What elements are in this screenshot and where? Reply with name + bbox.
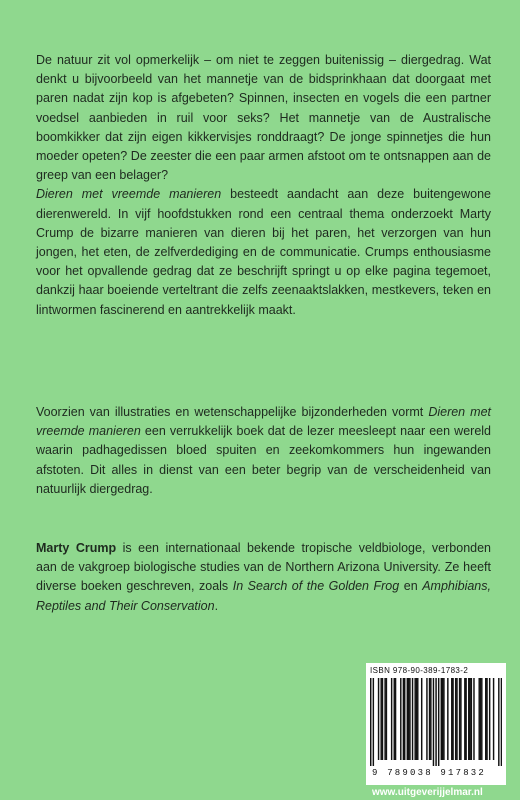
barcode-bar <box>403 678 404 760</box>
barcode-bar <box>469 678 470 760</box>
barcode-bar <box>426 678 427 760</box>
barcode-bar <box>451 678 452 760</box>
barcode-bar <box>481 678 482 760</box>
barcode-bar <box>460 678 461 760</box>
barcode-bar <box>459 678 460 760</box>
blurb-intro <box>36 51 491 185</box>
barcode-bar <box>391 678 392 760</box>
barcode-bar <box>478 678 479 760</box>
barcode-bar <box>421 678 422 760</box>
barcode-digits: 9 789038 917832 <box>372 768 487 778</box>
barcode-bar <box>429 678 430 760</box>
barcode-bar <box>485 678 486 760</box>
barcode-bar <box>409 678 410 760</box>
barcode-bar <box>417 678 418 760</box>
blurb-intro-text: De natuur zit vol opmerkelijk – om niet te zeggen buitenissig – diergedrag. Wat denkt u bijvoorbeeld van het mannetje van de bidsprinkhaan dat doorgaat met paren nadat zijn kop is afgebeten? Spinnen, insecten en vogels die een partner voedsel aanbieden in ruil voor seks? Het mannetje van de Australische boomkikker dat zijn eigen kikkervisjes ronddraagt? De jonge spinnetjes die hun moeder opeten? De zeester die een paar armen afstoot om te ontsnappen aan de greep van een belager? <box>36 53 491 183</box>
barcode-bar <box>407 678 408 760</box>
barcode-bar <box>480 678 481 760</box>
barcode-bar <box>380 678 381 760</box>
barcode-bar <box>378 678 379 760</box>
barcode-bar <box>501 678 502 766</box>
barcode-bar <box>464 678 465 760</box>
barcode-bar <box>443 678 444 760</box>
blurb-summary-text: besteedt aandacht aan deze buitengewone dierenwereld. In vijf hoofdstukken rond een centraal thema onderzoekt Marty Crump de bizarre manieren van dieren bij het paren, het verzorgen van hun jongen, het eten, de zelfverdediging en de communicatie. Crumps enthousiasme voor het opvallende gedrag dat ze beschrijft springt u op elke pagina tegemoet, dankzij haar boeiende verteltrant die zelfs zeenaaktslakken, mestkevers, teken en lintwormen fascinerend en aantrekkelijk maakt. <box>36 187 492 317</box>
blurb-p2-rest: een verrukkelijk boek dat de lezer meesleept naar een wereld waarin padhagedissen bloed spuiten en zeekomkommers hun ingewanden afstoten. Dit alles in dienst van een beter begrip van de verscheidenheid van natuurlijk diergedrag. <box>36 424 491 496</box>
author-bio-text: is een internationaal bekende tropische veldbiologe, verbonden aan de vakgroep biologische studies van de Northern Arizona University. Ze heeft diverse boeken geschreven, zoals <box>36 541 491 594</box>
blurb-p2-start: Voorzien van illustraties en wetenschappelijke bijzonderheden vormt <box>36 405 429 419</box>
barcode-bar <box>394 678 395 760</box>
barcode-bar <box>486 678 487 760</box>
blurb-paragraph-1 <box>36 51 491 320</box>
barcode-bar <box>465 678 466 760</box>
barcode-bar <box>382 678 383 760</box>
barcode-bar <box>412 678 413 760</box>
author-book-1: In Search of the Golden Frog <box>232 579 400 594</box>
barcode-bar <box>433 678 434 766</box>
barcode-bar <box>400 678 401 760</box>
barcode-bar <box>408 678 409 760</box>
publisher-website: www.uitgeverijjelmar.nl <box>372 787 483 798</box>
author-name: Marty Crump <box>36 541 117 555</box>
barcode-bar <box>370 678 371 766</box>
blurb-summary <box>36 185 491 319</box>
barcode-bar <box>452 678 453 760</box>
barcode-bar <box>404 678 405 760</box>
barcode-bar <box>468 678 469 760</box>
barcode-bar <box>455 678 456 760</box>
barcode-bar <box>489 678 490 760</box>
barcode-bar <box>473 678 474 760</box>
barcode-bar <box>384 678 385 760</box>
author-book-2: Amphibians, Reptiles and Their Conservation <box>36 579 491 613</box>
barcode-bar <box>373 678 374 766</box>
barcode-bar <box>414 678 415 760</box>
barcode-bar <box>386 678 387 760</box>
author-bio-end: . <box>214 598 219 613</box>
author-bio <box>36 539 491 616</box>
barcode-image <box>370 678 502 766</box>
barcode-bar <box>441 678 442 760</box>
book-title-italic-2: Dieren met vreemde manieren <box>36 405 491 439</box>
barcode-bar <box>471 678 472 760</box>
blurb-paragraph-2 <box>36 403 491 499</box>
barcode-bar <box>498 678 499 766</box>
barcode-bar <box>416 678 417 760</box>
barcode-bar <box>395 678 396 760</box>
barcode-bar <box>493 678 494 760</box>
barcode-bar <box>447 678 448 760</box>
author-bio-conj: en <box>399 579 423 594</box>
barcode-bar <box>435 678 436 766</box>
isbn-label: ISBN 978-90-389-1783-2 <box>370 666 469 675</box>
barcode-bar <box>438 678 439 766</box>
book-title-italic: Dieren met vreemde manieren <box>36 187 222 202</box>
barcode-bar <box>456 678 457 760</box>
barcode-bar <box>442 678 443 760</box>
barcode-bar <box>430 678 431 760</box>
